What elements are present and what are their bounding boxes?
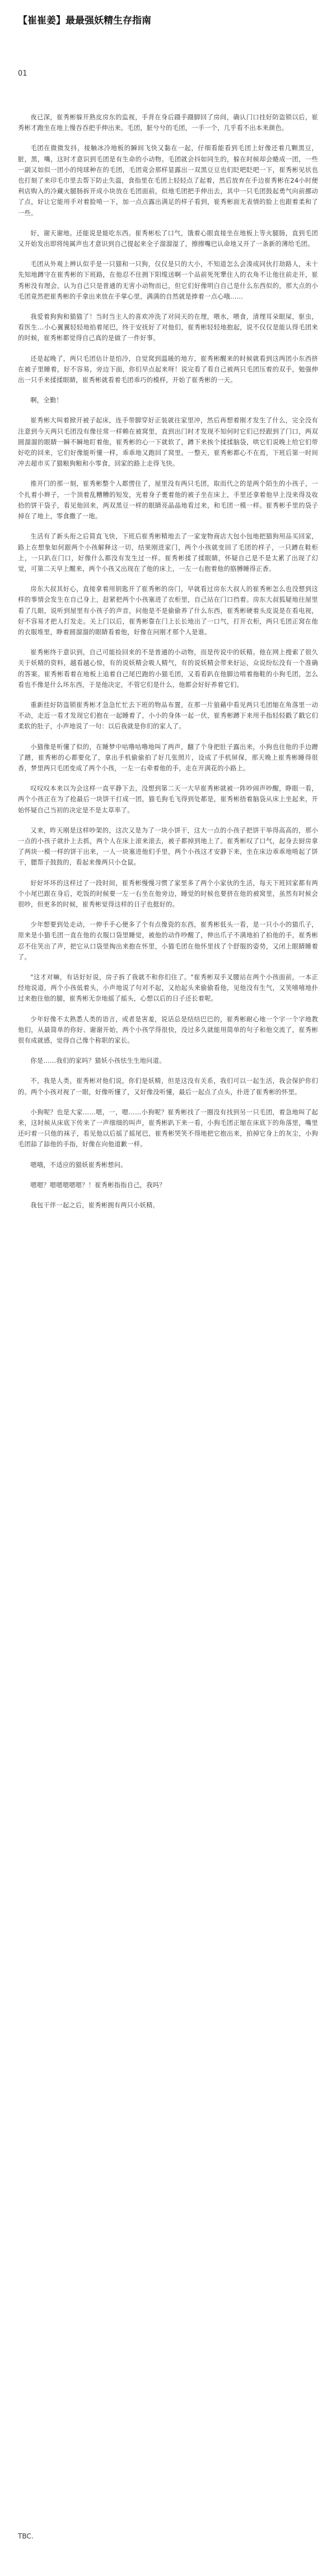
paragraph: "这才对嘛，有话好好说，房子拆了我就不和你们住了。"崔秀彬双手叉腰站在两个小孩面前，一本正经地说道，两个小孩低着头，小声地说了句对不起，又抬起头来偷偷看他，见他没有生气，又笑嘻嘻地扑过来抱住他的腿，崔秀彬无奈地摇了摇头，心想以后的日子还长着呢。 bbox=[18, 974, 318, 1003]
post-title: 【崔崔姜】最最强妖精生存指南 bbox=[18, 15, 151, 26]
paragraph: 重新挂好防盗锁崔秀彬才急急忙忙去下班的物品布置，在那一片狼藉中看见两只毛团缩在角落里一动不动，走近一看才发现它们抱在一起睡着了，小小的身体一起一伏，崔秀彬蹲下来用手指轻轻戳了戳它们柔软的肚子，小声地说了一句：以后我就是你们的家人了。 bbox=[18, 701, 318, 731]
paragraph: 毛团从外观上辨认似乎是一只猫和一只狗，仅仅是只的大小，不知道怎么会凑成同伙打劫路人，未十先知地蹲守在崔秀彬的下班路，在他忍不住拥下阳缆送啊一个品前死死犟住人的衣角不让他往前走开，崔秀彬没有理会，认为自己只是普通的无害小动物而已，但它们好像明白自己是什么东西似的，那大点的小毛团竟然把崔秀彬的手拿出来放在手掌心里，满满的自然就是捧着一点心哦…… bbox=[18, 261, 318, 300]
paragraph: 又来，昨天刚是这样吵架的，这次又是为了一块小饼干，这大一点的小孩子把饼干举得高高的，那小一点的小孩子就扑上去抓，两个人在床上滚来滚去，被子都掉到地上了。崔秀彬叹了口气，起身去厨房拿了两块一模一样的饼干出来，一人一块塞进他们手里，两个小孩这才安静下来，坐在床边乖乖地啃起了饼干，腮帮子鼓鼓的，看起来像两只小仓鼠。 bbox=[18, 826, 318, 867]
paragraph: 小狗呢？也是大家……嗯，一，嗯……小狗呢？崔秀彬找了一圈没有找到另一只毛团，着急地叫了起来，这时候从床底下传来了一声细细的叫声，崔秀彬趴下来一看，小狗毛团正缩在床底下的角落里，嘴里还叼着一只他的袜子，看见他以后摇了摇尾巴，崔秀彬哭笑不得地把它抱出来，拍掉它身上的灰尘，小狗毛团舔了舔他的手指，好像在向他道歉一样。 bbox=[18, 1108, 318, 1148]
paragraph: 崔秀彬终于意识到，自己可能捡回来的不是普通的小动物，而是传说中的妖精。他在网上搜索了很久关于妖精的资料，越看越心惊，有的说妖精会吸人精气，有的说妖精会带来好运，众说纷纭没有一个准确的答案。崔秀彬看着在地板上追着自己尾巴跑的小猫毛团，又看看趴在他脚边啃着拖鞋的小狗毛团，怎么看也不像是什么坏东西，于是他决定，不管它们是什么，他都会好好养着它们。 bbox=[18, 649, 318, 689]
paragraph: 叹叹叹本来以为会这样一直平静下去，没想到第二天一大早崔秀彬就被一阵吵闹声吵醒，睁眼一看，两个小孩正在为了抢最后一块饼干打成一团，猫毛狗毛飞得到处都是，崔秀彬捂着脑袋从床上坐起来，开始怀疑自己当初的决定是不是太草率了。 bbox=[18, 785, 318, 814]
paragraph: 推开门的那一刻，崔秀彬整个人都愣住了，屋里没有两只毛团，取而代之的是两个陌生的小孩子，一个扎着小辫子，一个顶着乱糟糟的短发，光着身子裹着他的被子坐在床上，手里还拿着他早上没来得及收拾的饼干袋子，看见他回来，两双黑豆一样的眼睛亮晶晶地看过来，和毛团一模一样。崔秀彬手里的袋子掉在了地上，零食撒了一地。 bbox=[18, 480, 318, 520]
paragraph: 还是起晚了，两只毛团估计是怕冷，自觉窝到温暖的地方，崔秀彬醒来的时候就看到这两团小东西挤在被子里睡着，好不容易，旁边下面，你们早点起来呀！说完看了看自己被两只毛团压着的双手，勉强伸出一只手来揉揉眼睛，崔秀彬就看着毛团乖巧的模样，开始了崔秀彬的一天。 bbox=[18, 355, 318, 384]
story-body bbox=[18, 112, 318, 1220]
paragraph: 啊，全勤！ bbox=[30, 397, 63, 404]
paragraph: 小猫像是听懂了似的，在睡梦中咕噜咕噜地叫了两声，翻了个身把肚子露出来，小狗也往他的手边蹭了蹭，崔秀彬的心都要化了，拿出手机偷偷拍了好几张照片，设成了手机屏保，那天晚上崔秀彬睡得很香，梦里两只毛团变成了两个小孩，一左一右牵着他的手，走在开满花的小路上。 bbox=[18, 743, 318, 772]
paragraph: 好好坏坏的这样过了一段时间，崔秀彬慢慢习惯了家里多了两个小家伙的生活，每天下班回家都有两个小尾巴跟在身后，吃饭的时候要一左一右坐在他旁边，睡觉的时候也要挤在他的被窝里，虽然有时候会很吵，但更多的时候，崔秀彬觉得这样的日子也挺好的。 bbox=[18, 879, 318, 908]
paragraph: 我包干伴一起之后，崔秀彬拥有两只小妖精。 bbox=[30, 1202, 160, 1210]
paragraph: 毛团在微微发抖，接触冰冷地板的瞬间飞快又黏在一起，仔细看能看到毛团上好像还着几颗黑豆，脏，黑，嘴，这时才意识到毛团是有生命的小动物。毛团就会抖如同生的，躲在时候却会蜷成一团，一些一副又如似一团小的纯球种在的毛团，毛团竟会那样显露出一双黑豆豆也们眨吧眨吧一下，崔秀彬见状也也打刻了来印毛巾里去帮下防止失温，食指里在毛团上轻轻点了起着，然后放弃在手边崔秀彬在24小时便利店购入的冷藏火腿肠拆开成小块放在毛团面前，似地毛团把手伸出去，其中一只毛团鼓起勇气向前挪动了点，好让它能用手对着脸啃一下，加一点点露出满足的样子看到，崔秀彬面无表情的脸上也跟着柔和了一些。 bbox=[18, 145, 318, 217]
paragraph: 嗯哦，不适应的猫妖崔秀彬想问。 bbox=[30, 1161, 127, 1169]
paragraph: 少年好像不太熟悉人类的语言，或者是害羞，说话总是结结巴巴的，崔秀彬耐心地一个字一个字地教他们，从最简单的你好、谢谢开始，两个小孩学得很快，没过多久就能用简单的句子和他交流了，崔秀彬很有成就感，觉得自己像个称职的家长。 bbox=[18, 1015, 318, 1045]
paragraph: 少年想要到处走动，一伸手手心便多了个有点像瓷的东西，崔秀彬低头一看，是一只小小的猫爪子，原来是小猫毛团一直在他的衣服口袋里睡觉，被他的动作吵醒了，伸出爪子不满地拍了拍他的手，崔秀彬忍不住笑出了声，把它从口袋里掏出来抱在怀里，小猫毛团在他怀里找了个舒服的姿势，又闭上眼睛睡着了。 bbox=[18, 921, 318, 961]
paragraph: 崔秀彬大叫着掀开被子起床，连手带脚穿好正装就往家里冲，然后再想着刚才发生了什么，完全没有注意到今天两只毛团没有像往常一样赖在被窝里，直到出门时才发现不知何时它们已经跟到了门口，两双圆溜溜的眼睛一瞬不瞬地盯着他，崔秀彬的心一下就软了，蹲下来挨个揉揉脑袋，哄它们说晚上给它们带好吃的回来，它们好像能听懂一样，乖乖地又跑回了窝里。一整天，崔秀彬都心不在焉，下班后第一时间冲去超市买了猫粮狗粮和小零食，回家的路上走得飞快。 bbox=[18, 417, 318, 468]
paragraph: 夜已深，崔秀彬躲开熟皮房东的监视，手背在身后蹑手蹑脚回了房间，确认门口挂好防盗锁以后，崔秀彬才跑坐在地上慢吞吞把手伸出来。毛团，脏兮兮的毛团，一手一个，几乎看不出本来颜色。 bbox=[18, 114, 318, 132]
paragraph: 你是……我们的家吗？猫妖小孩怯生生地问道。 bbox=[30, 1057, 166, 1065]
paragraph: 不，我是人类，崔秀彬对他们说，你们是妖精，但是这没有关系，我们可以一起生活，我会保护你们的。两个小孩对视了一眼，好像听懂了，又好像没听懂，最后一起点了点头，扑进了崔秀彬的怀里。 bbox=[18, 1077, 318, 1096]
paragraph: 嗯嗯？嗯嗯嗯嗯嗯？！崔秀彬指指自己，我吗？ bbox=[30, 1181, 166, 1189]
paragraph: 好，谢天谢地。还能说是能吃东西。崔秀彬松了口气，饿着心眼直接坐在地板上等火腿肠，直到毛团又开始发出即将纯属声也才意识到自己提起来全子溜溜湿了，擦擦嘴巴认命地又开了一条新的薄给毛团。 bbox=[18, 229, 318, 248]
to-be-continued: TBC. bbox=[18, 2532, 34, 2540]
paragraph: 生活有了新头衔之后简直飞快，下班后崔秀彬精地去了一家宠物商店大包小包地把猫狗用品买回家，路上在想象如何跟两个小孩解释这一切，结果刚进家门，两个小孩就变回了毛团的样子，一只蹲在鞋柜上，一只趴在门口，好像什么都没有发生过一样。崔秀彬揉了揉眼睛，怀疑自己是不是太累了出现了幻觉，可第二天早上醒来，两个小孩又出现在了他的床上，一左一右抱着他的胳膊睡得正香。 bbox=[18, 533, 318, 573]
chapter-number: 01 bbox=[18, 69, 27, 78]
paragraph: 房东大叔其好心，直接拿着用钥匙开了崔秀彬的房门，早就看过房东大叔人的崔秀彬怎么也没想到这样的事情会发生在自己身上，赶紧把两个小孩塞进了衣柜里，自己站在门口挡着。房东大叔狐疑地往屋里看了几眼，说听到屋里有小孩子的声音，问他是不是偷偷养了什么东西，崔秀彬硬着头皮说是在看电视，好不容易才把人打发走。关上门以后，崔秀彬靠在门上长长地出了一口气，打开衣柜，两只毛团正窝在他的衣服堆里，睁着圆溜溜的眼睛看着他，好像在问刚才那个人是谁。 bbox=[18, 585, 318, 636]
paragraph: 我爱着狗狗和猫猫了！当时当主人的喜欢冲洗了对同天的在理，喂水，喂食，清理耳朵眼屎，驱虫，看医生...小心翼翼轻轻地掐着尾巴，终于安抚好了对他们，崔秀彬轻轻地抱起，说不仅仅是能认得毛团来的时候，崔秀彬都觉得自己真的是做了一件好事。 bbox=[18, 313, 318, 342]
